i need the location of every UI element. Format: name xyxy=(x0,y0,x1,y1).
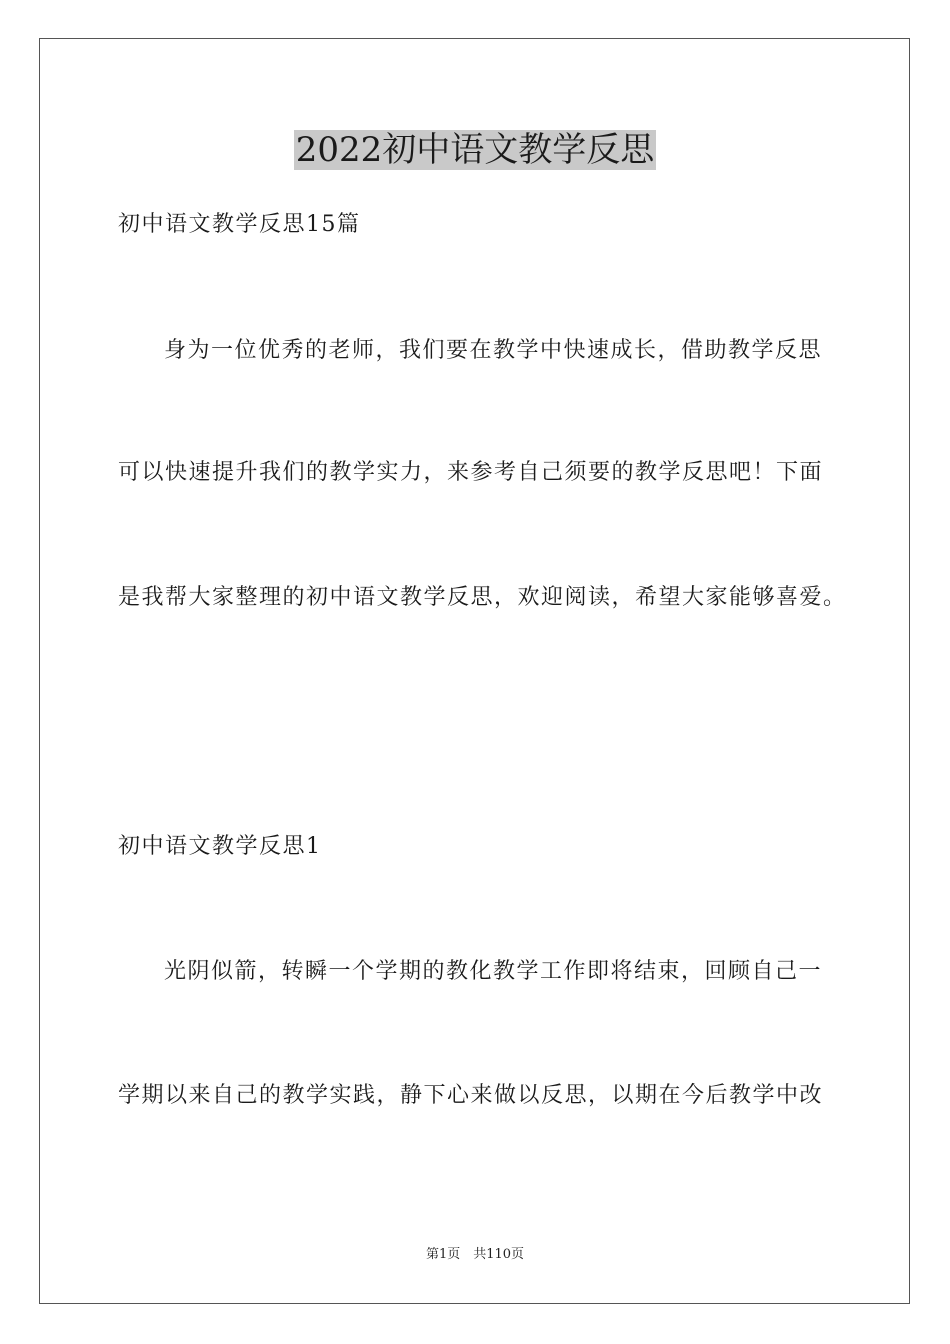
intro-line-2: 可以快速提升我们的教学实力，来参考自己须要的教学反思吧！下面 xyxy=(118,460,824,485)
document-subtitle: 初中语文教学反思15篇 xyxy=(118,212,361,237)
document-title-text: 2022初中语文教学反思 xyxy=(295,130,655,170)
intro-line-1: 身为一位优秀的老师，我们要在教学中快速成长，借助教学反思 xyxy=(164,338,823,363)
document-title xyxy=(0,128,950,172)
section-line-2: 学期以来自己的教学实践，静下心来做以反思，以期在今后教学中改 xyxy=(118,1083,824,1108)
page-number-footer: 第1页 共110页 xyxy=(425,1247,525,1262)
section-heading: 初中语文教学反思1 xyxy=(118,834,322,859)
section-line-1: 光阴似箭，转瞬一个学期的教化教学工作即将结束，回顾自己一 xyxy=(164,959,823,984)
intro-line-3: 是我帮大家整理的初中语文教学反思，欢迎阅读，希望大家能够喜爱。 xyxy=(118,585,847,610)
